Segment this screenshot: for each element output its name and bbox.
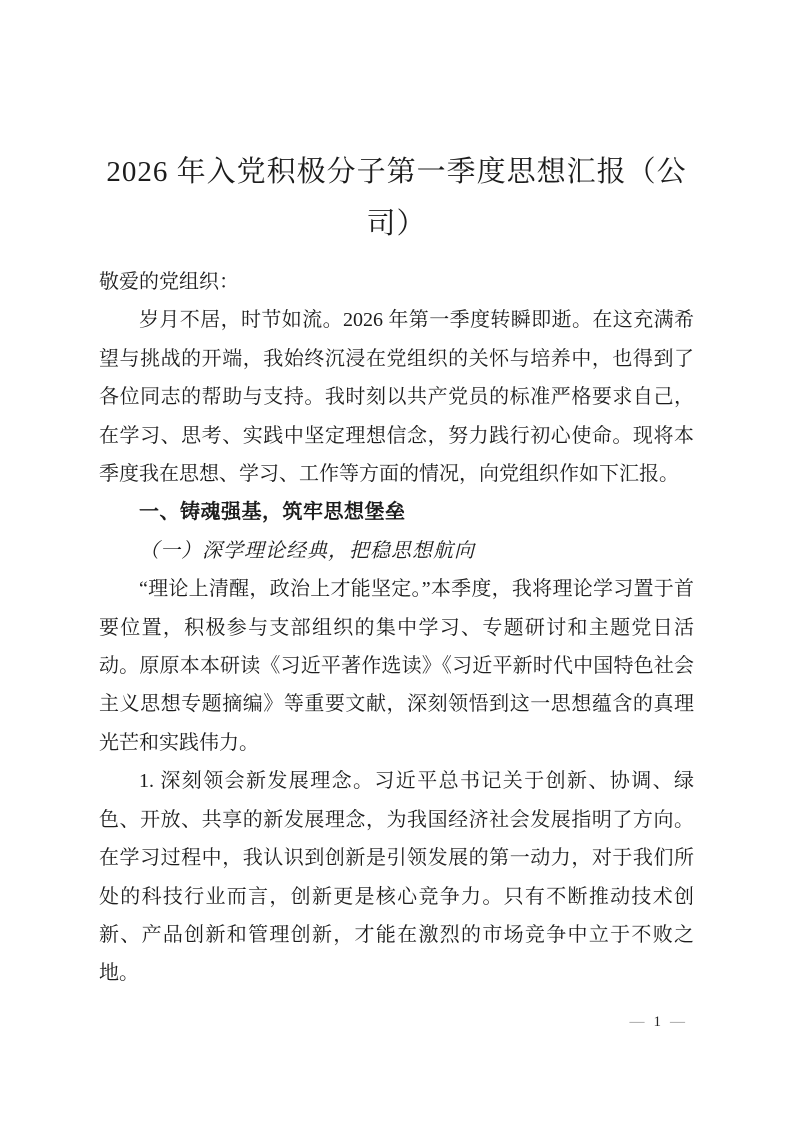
- section-heading-1: 一、铸魂强基，筑牢思想堡垒: [139, 501, 406, 524]
- document-title-line-2: 司）: [366, 208, 427, 240]
- page-number-value: 1: [653, 1014, 661, 1030]
- page-number-dash-right: —: [670, 1014, 685, 1030]
- document-body: [99, 263, 694, 993]
- paragraph-theory-study: “理论上清醒，政治上才能坚定。”本季度，我将理论学习置于首要位置，积极参与支部组织的集中学习、专题研讨和主题党日活动。原原本本研读《习近平著作选读》《习近平新时代中国特色社会主义思想专题摘编》等重要文献，深刻领悟到这一思想蕴含的真理光芒和实践伟力。: [99, 578, 694, 754]
- subsection-heading-1-1: （一）深学理论经典，把稳思想航向: [139, 539, 475, 562]
- paragraph-intro: 岁月不居，时节如流。2026 年第一季度转瞬即逝。在这充满希望与挑战的开端，我始终沉浸在党组织的关怀与培养中，也得到了各位同志的帮助与支持。我时刻以共产党员的标准严格要求自己，在学习、思考、实践中坚定理想信念，努力践行初心使命。现将本季度我在思想、学习、工作等方面的情况，向党组织作如下汇报。: [99, 309, 694, 486]
- page-number-dash-left: —: [629, 1014, 645, 1030]
- document-title-line-1: 2026 年入党积极分子第一季度思想汇报（公: [106, 156, 687, 188]
- paragraph-new-development-concept: 1. 深刻领会新发展理念。习近平总书记关于创新、协调、绿色、开放、共享的新发展理念，为我国经济社会发展指明了方向。在学习过程中，我认识到创新是引领发展的第一动力，对于我们所处的科技行业而言，创新更是核心竞争力。只有不断推动技术创新、产品创新和管理创新，才能在激烈的市场竞争中立于不败之地。: [99, 770, 694, 985]
- document-title: [0, 0, 793, 250]
- page-number: [630, 1010, 686, 1034]
- salutation: 敬爱的党组织：: [99, 271, 239, 293]
